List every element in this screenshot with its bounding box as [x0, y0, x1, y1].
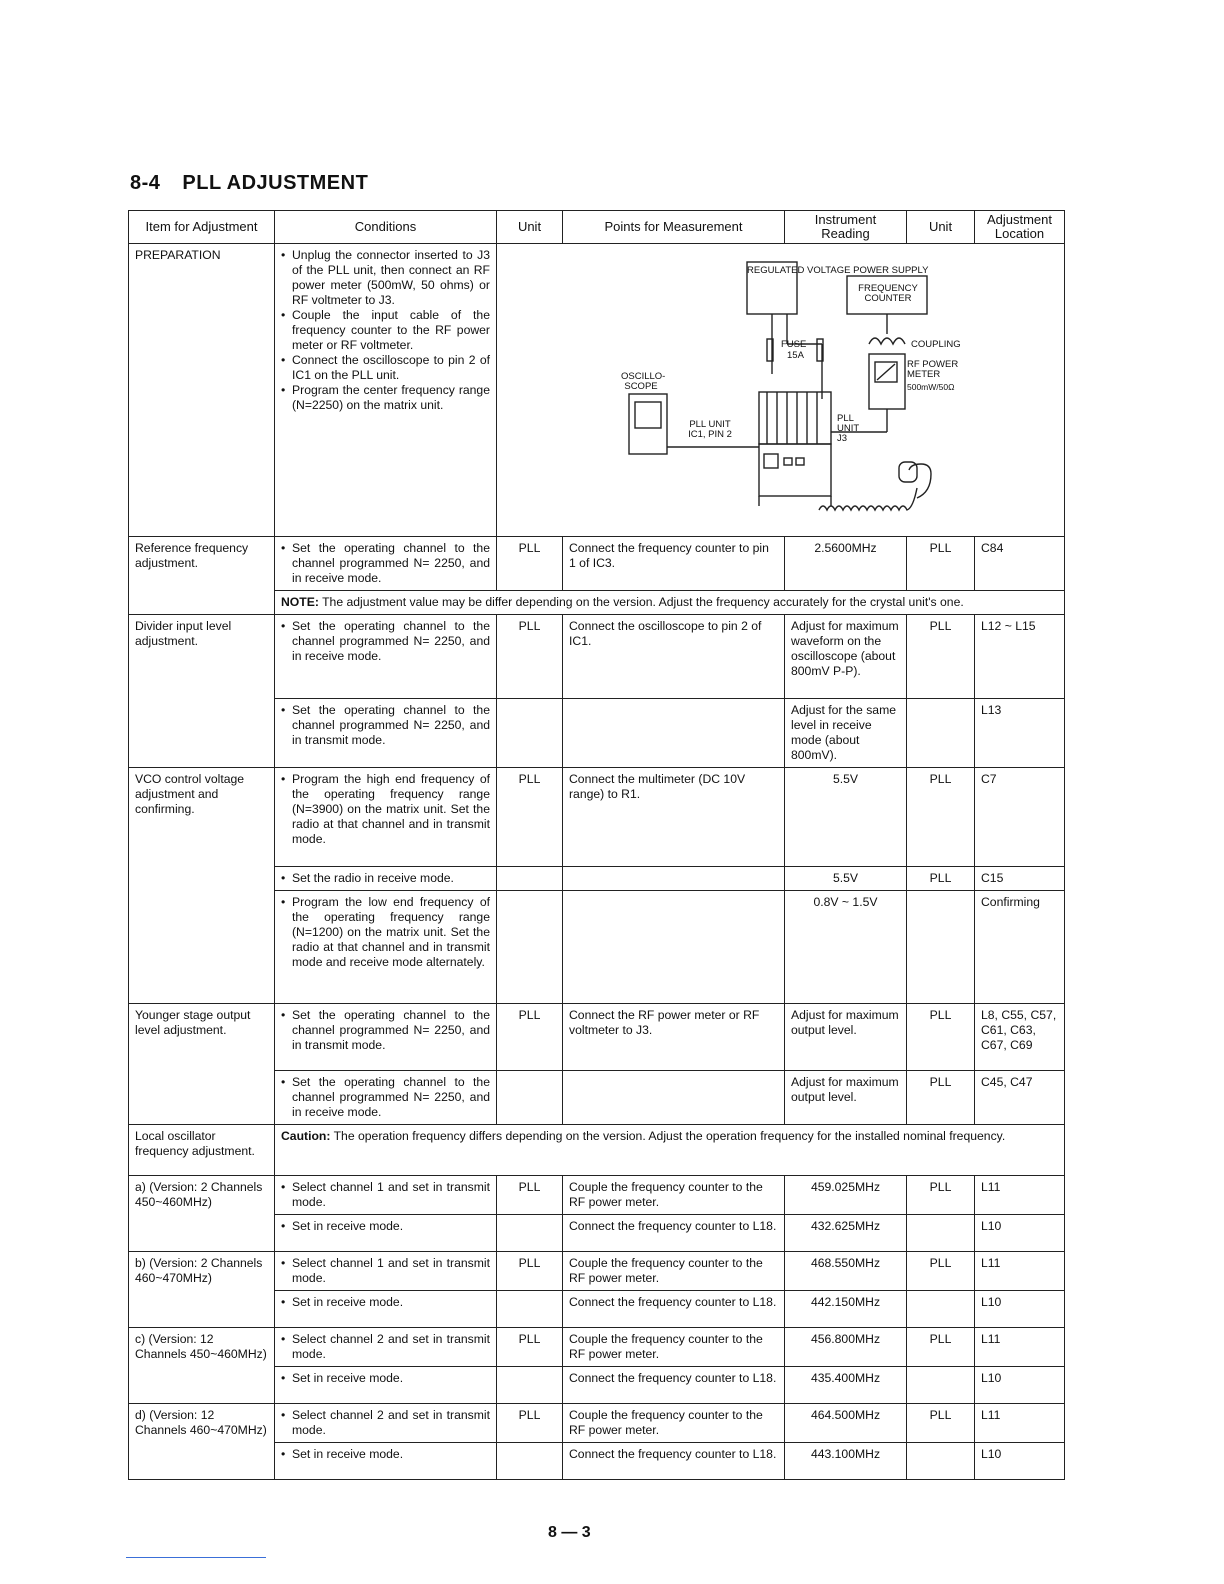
header-conditions: Conditions — [275, 211, 497, 244]
preparation-conditions — [275, 244, 497, 537]
version-reading: 456.800MHz — [785, 1328, 907, 1367]
condition-text: • Set in receive mode. — [281, 1295, 490, 1310]
version-reading: 468.550MHz — [785, 1252, 907, 1291]
vco-point — [563, 867, 785, 891]
local-caution — [275, 1125, 1065, 1176]
version-reading: 432.625MHz — [785, 1215, 907, 1252]
preparation-row — [129, 244, 1065, 537]
caution-label: Caution: — [281, 1129, 331, 1143]
reference-location: C84 — [975, 537, 1065, 591]
condition-text: • Set the operating channel to the channel programmed N= 2250, and in receive mode. — [281, 619, 490, 664]
version-location: L10 — [975, 1291, 1065, 1328]
younger-unit2: PLL — [907, 1071, 975, 1125]
vco-point: Connect the multimeter (DC 10V range) to R1. — [563, 768, 785, 867]
version-condition — [275, 1176, 497, 1215]
condition-text: • Select channel 2 and set in transmit mode. — [281, 1332, 490, 1362]
version-location: L11 — [975, 1252, 1065, 1291]
version-condition — [275, 1443, 497, 1480]
divider-reading: Adjust for the same level in receive mode (about 800mV). — [785, 699, 907, 768]
header-row — [129, 211, 1065, 244]
preparation-condition: • Couple the input cable of the frequency counter to the RF power meter or RF voltmeter. — [281, 308, 490, 353]
version-condition — [275, 1404, 497, 1443]
version-unit2 — [907, 1291, 975, 1328]
version-reading: 459.025MHz — [785, 1176, 907, 1215]
frequency-counter-label: FREQUENCY COUNTER — [858, 283, 918, 304]
version-label: c) (Version: 12 Channels 450~460MHz) — [129, 1328, 275, 1404]
younger-row — [129, 1004, 1065, 1071]
younger-reading: Adjust for maximum output level. — [785, 1071, 907, 1125]
divider-row — [129, 615, 1065, 699]
pll-j3-label: PLL UNIT J3 — [837, 413, 859, 444]
header-item: Item for Adjustment — [129, 211, 275, 244]
vco-unit2: PLL — [907, 768, 975, 867]
version-location: L10 — [975, 1443, 1065, 1480]
version-point: Couple the frequency counter to the RF power meter. — [563, 1404, 785, 1443]
younger-reading: Adjust for maximum output level. — [785, 1004, 907, 1071]
version-unit2: PLL — [907, 1176, 975, 1215]
vco-item: VCO control voltage adjustment and confirming. — [129, 768, 275, 1004]
condition-text: • Set the operating channel to the channel programmed N= 2250, and in receive mode. — [281, 1075, 490, 1120]
version-unit2 — [907, 1215, 975, 1252]
divider-condition — [275, 699, 497, 768]
younger-unit: PLL — [497, 1004, 563, 1071]
version-location: L10 — [975, 1367, 1065, 1404]
mic-cord — [819, 488, 917, 510]
version-point: Couple the frequency counter to the RF power meter. — [563, 1328, 785, 1367]
vco-unit2 — [907, 891, 975, 1004]
version-point: Connect the frequency counter to L18. — [563, 1367, 785, 1404]
divider-condition — [275, 615, 497, 699]
version-unit2 — [907, 1367, 975, 1404]
younger-condition — [275, 1004, 497, 1071]
pll-unit-box — [759, 392, 831, 444]
divider-point — [563, 699, 785, 768]
version-unit2: PLL — [907, 1252, 975, 1291]
condition-text: • Program the low end frequency of the operating frequency range (N=1200) on the matrix unit. Set the radio at that channel and in transmit mode and receive mode alternately. — [281, 895, 490, 970]
vco-unit — [497, 867, 563, 891]
divider-location: L12 ~ L15 — [975, 615, 1065, 699]
version-condition — [275, 1215, 497, 1252]
header-reading: Instrument Reading — [785, 211, 907, 244]
reference-unit2: PLL — [907, 537, 975, 591]
coupling-coil — [869, 338, 905, 344]
note-text: The adjustment value may be differ depending on the version. Adjust the frequency accurately for the crystal unit's one. — [322, 595, 964, 609]
version-reading: 435.400MHz — [785, 1367, 907, 1404]
version-point: Couple the frequency counter to the RF power meter. — [563, 1176, 785, 1215]
adjustment-table — [128, 210, 1065, 1480]
younger-point — [563, 1071, 785, 1125]
version-location: L11 — [975, 1328, 1065, 1367]
vco-reading: 5.5V — [785, 867, 907, 891]
divider-point: Connect the oscilloscope to pin 2 of IC1. — [563, 615, 785, 699]
vco-reading: 5.5V — [785, 768, 907, 867]
vco-location: C7 — [975, 768, 1065, 867]
version-label: b) (Version: 2 Channels 460~470MHz) — [129, 1252, 275, 1328]
microphone — [909, 464, 931, 498]
version-condition — [275, 1291, 497, 1328]
version-row — [129, 1176, 1065, 1215]
vco-location: C15 — [975, 867, 1065, 891]
divider-location: L13 — [975, 699, 1065, 768]
vco-unit2: PLL — [907, 867, 975, 891]
vco-point — [563, 891, 785, 1004]
version-row — [129, 1252, 1065, 1291]
version-location: L10 — [975, 1215, 1065, 1252]
vco-condition — [275, 891, 497, 1004]
younger-unit — [497, 1071, 563, 1125]
reference-unit: PLL — [497, 537, 563, 591]
reference-condition — [275, 537, 497, 591]
condition-text: • Program the high end frequency of the operating frequency range (N=3900) on the matrix unit. Set the radio at that channel and in transmit mode. — [281, 772, 490, 847]
reference-row — [129, 537, 1065, 591]
version-unit: PLL — [497, 1404, 563, 1443]
version-reading: 442.150MHz — [785, 1291, 907, 1328]
version-row — [129, 1328, 1065, 1367]
reference-point: Connect the frequency counter to pin 1 of IC3. — [563, 537, 785, 591]
fuse-label: FUSE — [781, 339, 807, 350]
rf-meter-label: RF POWER METER — [907, 359, 959, 380]
condition-text: • Set in receive mode. — [281, 1371, 490, 1386]
note-label: NOTE: — [281, 595, 319, 609]
vco-condition — [275, 867, 497, 891]
preparation-condition: • Unplug the connector inserted to J3 of the PLL unit, then connect an RF power meter (500mW, 50 ohms) or RF voltmeter to J3. — [281, 248, 490, 308]
reference-note — [275, 591, 1065, 615]
version-label: a) (Version: 2 Channels 450~460MHz) — [129, 1176, 275, 1252]
preparation-condition: • Program the center frequency range (N=2250) on the matrix unit. — [281, 383, 490, 413]
reference-item: Reference frequency adjustment. — [129, 537, 275, 615]
radio-body — [759, 444, 831, 496]
condition-text: • Set the operating channel to the channel programmed N= 2250, and in transmit mode. — [281, 1008, 490, 1053]
condition-text: • Select channel 1 and set in transmit mode. — [281, 1256, 490, 1286]
setup-diagram-cell — [497, 244, 1065, 537]
divider-item: Divider input level adjustment. — [129, 615, 275, 768]
version-unit2 — [907, 1443, 975, 1480]
header-unit2: Unit — [907, 211, 975, 244]
vco-condition — [275, 768, 497, 867]
oscilloscope-label: OSCILLO- SCOPE — [621, 371, 666, 392]
header-location: Adjustment Location — [975, 211, 1065, 244]
vco-location: Confirming — [975, 891, 1065, 1004]
younger-unit2: PLL — [907, 1004, 975, 1071]
version-unit: PLL — [497, 1328, 563, 1367]
version-unit — [497, 1291, 563, 1328]
power-supply-label: REGULATED VOLTAGE POWER SUPPLY — [747, 265, 929, 276]
younger-point: Connect the RF power meter or RF voltmeter to J3. — [563, 1004, 785, 1071]
vco-reading: 0.8V ~ 1.5V — [785, 891, 907, 1004]
version-unit — [497, 1443, 563, 1480]
younger-condition — [275, 1071, 497, 1125]
preparation-condition: • Connect the oscilloscope to pin 2 of IC1 on the PLL unit. — [281, 353, 490, 383]
header-unit: Unit — [497, 211, 563, 244]
vco-row — [129, 768, 1065, 867]
section-heading: PLL ADJUSTMENT — [182, 172, 369, 194]
section-title — [130, 172, 368, 195]
version-unit2: PLL — [907, 1328, 975, 1367]
version-condition — [275, 1252, 497, 1291]
version-location: L11 — [975, 1404, 1065, 1443]
vco-unit: PLL — [497, 768, 563, 867]
fuse-rating: 15A — [787, 350, 804, 361]
page-number: 8 — 3 — [548, 1524, 591, 1541]
local-item: Local oscillator frequency adjustment. — [129, 1125, 275, 1176]
condition-text: • Set the operating channel to the channel programmed N= 2250, and in receive mode. — [281, 541, 490, 586]
condition-text: • Set in receive mode. — [281, 1219, 490, 1234]
setup-diagram — [497, 244, 1064, 526]
younger-location: L8, C55, C57, C61, C63, C67, C69 — [975, 1004, 1065, 1071]
version-condition — [275, 1367, 497, 1404]
reference-reading: 2.5600MHz — [785, 537, 907, 591]
section-number: 8-4 — [130, 172, 161, 194]
vco-unit — [497, 891, 563, 1004]
younger-item: Younger stage output level adjustment. — [129, 1004, 275, 1125]
setup-diagram-drawing — [497, 244, 1057, 526]
pll-pin-label: PLL UNIT IC1, PIN 2 — [688, 419, 732, 440]
version-unit — [497, 1367, 563, 1404]
version-unit2: PLL — [907, 1404, 975, 1443]
local-row — [129, 1125, 1065, 1176]
condition-text: • Set the operating channel to the channel programmed N= 2250, and in transmit mode. — [281, 703, 490, 748]
header-points: Points for Measurement — [563, 211, 785, 244]
version-reading: 443.100MHz — [785, 1443, 907, 1480]
version-point: Connect the frequency counter to L18. — [563, 1291, 785, 1328]
younger-location: C45, C47 — [975, 1071, 1065, 1125]
version-condition — [275, 1328, 497, 1367]
divider-unit — [497, 699, 563, 768]
version-unit: PLL — [497, 1252, 563, 1291]
divider-unit: PLL — [497, 615, 563, 699]
coupling-label: COUPLING — [911, 339, 961, 350]
version-point: Connect the frequency counter to L18. — [563, 1215, 785, 1252]
condition-text: • Set in receive mode. — [281, 1447, 490, 1462]
version-point: Connect the frequency counter to L18. — [563, 1443, 785, 1480]
footer-rule — [126, 1557, 266, 1558]
version-row — [129, 1404, 1065, 1443]
divider-unit2 — [907, 699, 975, 768]
version-unit: PLL — [497, 1176, 563, 1215]
rf-meter-spec: 500mW/50Ω — [907, 382, 955, 392]
condition-text: • Select channel 2 and set in transmit mode. — [281, 1408, 490, 1438]
condition-text: • Set the radio in receive mode. — [281, 871, 490, 886]
version-unit — [497, 1215, 563, 1252]
version-location: L11 — [975, 1176, 1065, 1215]
version-label: d) (Version: 12 Channels 460~470MHz) — [129, 1404, 275, 1480]
divider-reading: Adjust for maximum waveform on the oscilloscope (about 800mV P-P). — [785, 615, 907, 699]
version-reading: 464.500MHz — [785, 1404, 907, 1443]
preparation-item: PREPARATION — [129, 244, 275, 537]
caution-text: The operation frequency differs depending on the version. Adjust the operation frequency for the installed nominal frequency. — [333, 1129, 1006, 1143]
version-point: Couple the frequency counter to the RF power meter. — [563, 1252, 785, 1291]
condition-text: • Select channel 1 and set in transmit mode. — [281, 1180, 490, 1210]
divider-unit2: PLL — [907, 615, 975, 699]
